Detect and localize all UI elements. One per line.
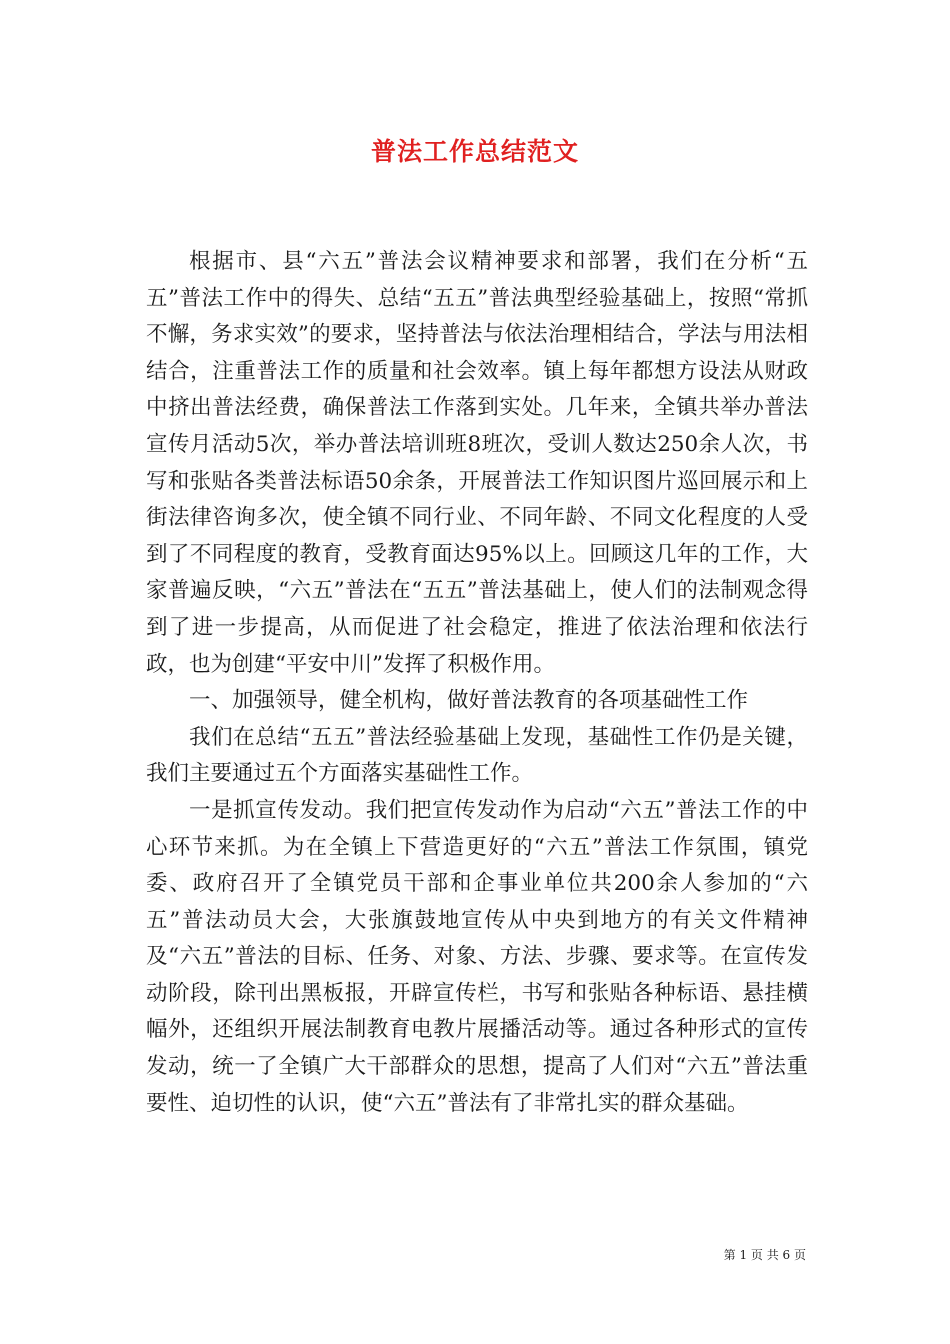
paragraph-publicity: 一是抓宣传发动。我们把宣传发动作为启动“六五”普法工作的中心环节来抓。为在全镇上下营造更好的“六五”普法工作氛围，镇党委、政府召开了全镇党员干部和企事业单位共200余人参加的“六五”普法动员大会，大张旗鼓地宣传从中央到地方的有关文件精神及“六五”普法的目标、任务、对象、方法、步骤、要求等。在宣传发动阶段，除刊出黑板报，开辟宣传栏，书写和张贴各种标语、悬挂横幅外，还组织开展法制教育电教片展播活动等。通过各种形式的宣传发动，统一了全镇广大干部群众的思想，提高了人们对“六五”普法重要性、迫切性的认识，使“六五”普法有了非常扎实的群众基础。 xyxy=(146,797,808,1116)
paragraph-intro: 根据市、县“六五”普法会议精神要求和部署，我们在分析“五五”普法工作中的得失、总结“五五”普法典型经验基础上，按照“常抓不懈，务求实效”的要求，坚持普法与依法治理相结合，学法与用法相结合，注重普法工作的质量和社会效率。镇上每年都想方设法从财政中挤出普法经费，确保普法工作落到实处。几年来，全镇共举办普法宣传月活动5次，举办普法培训班8班次，受训人数达250余人次，书写和张贴各类普法标语50余条，开展普法工作知识图片巡回展示和上街法律咨询多次，使全镇不同行业、不同年龄、不同文化程度的人受到了不同程度的教育，受教育面达95%以上。回顾这几年的工作，大家普遍反映，“六五”普法在“五五”普法基础上，使人们的法制观念得到了进一步提高，从而促进了社会稳定，推进了依法治理和依法行政，也为创建“平安中川”发挥了积极作用。 xyxy=(146,249,809,677)
document-title: 普法工作总结范文 xyxy=(370,137,579,166)
page-number-footer: 第 1 页 共 6 页 xyxy=(723,1248,806,1262)
paragraph-section-1-summary: 我们在总结“五五”普法经验基础上发现，基础性工作仍是关键，我们主要通过五个方面落实基础性工作。 xyxy=(146,724,808,787)
document-body xyxy=(146,244,808,1122)
section-heading-1: 一、加强领导，健全机构，做好普法教育的各项基础性工作 xyxy=(189,688,749,714)
